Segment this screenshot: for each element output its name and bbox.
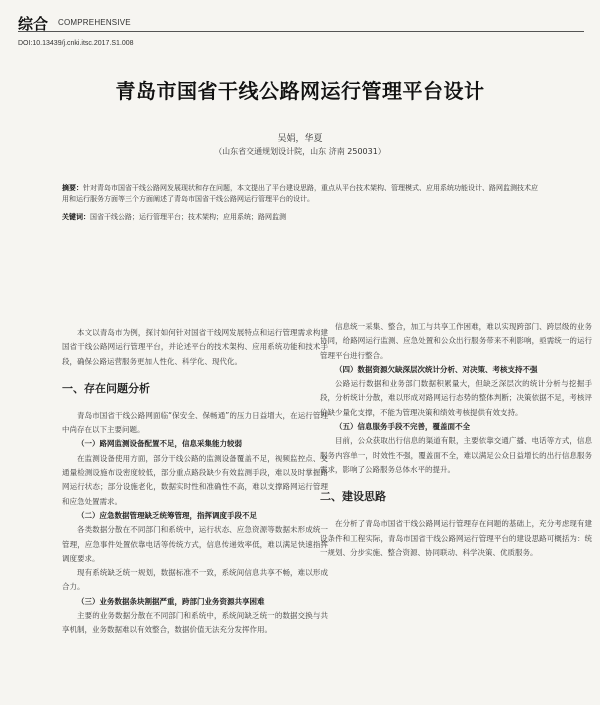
subheading-4: （四）数据资源欠缺深层次统计分析、对决策、考核支持不强 <box>335 364 538 374</box>
paper-title: 青岛市国省干线公路网运行管理平台设计 <box>115 79 485 103</box>
section-heading-1: 一、存在问题分析 <box>62 381 150 395</box>
section-tag-en: COMPREHENSIVE <box>58 18 131 27</box>
section-tag: 综合 <box>18 15 49 33</box>
keywords-text: 国省干线公路；运行管理平台；技术架构；应用系统；路网监测 <box>90 213 286 221</box>
abstract-text: 针对青岛市国省干线公路网发展现状和存在问题，本文提出了平台建设思路，重点从平台技术架构、管理模式、应用系统功能设计、路网监测技术应用和运行服务方面等三个方面阐述了青岛市国省干线公路网运行管理平台的设计。 <box>62 184 538 203</box>
keywords <box>62 212 538 223</box>
subheading-3: （三）业务数据条块割据严重，跨部门业务资源共享困难 <box>77 596 265 606</box>
page-header <box>18 10 584 32</box>
subheading-1: （一）路网监测设备配置不足，信息采集能力较弱 <box>77 439 242 449</box>
paragraph-0: 信息统一采集、整合，加工与共享工作困难，难以实现跨部门、跨层级的业务协同，给路网运行监测、应急处置和公众出行服务带来不利影响，亟需统一的运行管理平台进行整合。 <box>320 322 592 360</box>
authors: 吴娟，华夏 <box>277 134 323 144</box>
left-column <box>62 326 328 638</box>
paragraph-7: 在分析了青岛市国省干线公路网运行管理存在问题的基础上，充分考虑现有建设条件和工程实际，青岛市国省干线公路网运行管理平台的建设思路可概括为：统一规划、分步实施、整合资源、协同联动、科学决策、优质服务。 <box>320 519 592 557</box>
paragraph-3: 现有系统缺乏统一规划，数据标准不一致，系统间信息共享不畅，难以形成合力。 <box>62 568 328 592</box>
subheading-2: （二）应急数据管理缺乏统筹管理，指挥调度手段不足 <box>77 510 257 520</box>
paragraph-5: 公路运行数据和业务部门数据积累量大，但缺乏深层次的统计分析与挖掘手段，分析统计分散，难以形成对路网运行态势的整体判断；决策依据不足，考核评价缺少量化支撑，不能为管理决策和绩效考核提供有效支持。 <box>320 379 592 417</box>
section-1-intro: 青岛市国省干线公路网面临“保安全、保畅通”的压力日益增大，在运行管理中尚存在以下主要问题。 <box>62 410 328 435</box>
paragraph-1: 在监测设备使用方面，部分干线公路的监测设备覆盖不足，视频监控点、交通量检测设施布设密度较低，部分重点路段缺少有效监测手段，难以及时掌握路网运行状态；部分设施老化，数据实时性和准确性不高，难以支撑路网运行管理和应急处置需求。 <box>62 453 328 506</box>
intro-paragraph: 本文以青岛市为例，探讨如何针对国省干线网发展特点和运行管理需求构建国省干线公路网运行管理平台，并论述平台的技术架构、应用系统功能和技术手段，确保公路运营服务更加人性化、科学化、现代化。 <box>62 328 328 366</box>
keywords-label: 关键词： <box>62 213 90 221</box>
abstract-label: 摘要： <box>62 184 83 192</box>
doi: DOI:10.13439/j.cnki.itsc.2017.S1.008 <box>18 40 134 47</box>
affiliation: （山东省交通规划设计院，山东 济南 250031） <box>214 147 386 156</box>
right-column <box>320 320 592 560</box>
subheading-5: （五）信息服务手段不完善，覆盖面不全 <box>335 422 470 432</box>
paragraph-6: 目前，公众获取出行信息的渠道有限，主要依靠交通广播、电话等方式，信息服务内容单一，时效性不强，覆盖面不全，难以满足公众日益增长的出行信息服务需求，影响了公路服务总体水平的提升。 <box>320 436 592 474</box>
paragraph-2: 各类数据分散在不同部门和系统中，运行状态、应急资源等数据未形成统一管理，应急事件处置依靠电话等传统方式，信息传递效率低，难以满足快速指挥调度要求。 <box>62 525 328 563</box>
section-heading-2: 二、建设思路 <box>320 490 386 504</box>
paragraph-4: 主要的业务数据分散在不同部门和系统中，系统间缺乏统一的数据交换与共享机制，业务数据难以有效整合，数据价值无法充分发挥作用。 <box>62 611 328 635</box>
abstract <box>62 183 538 205</box>
